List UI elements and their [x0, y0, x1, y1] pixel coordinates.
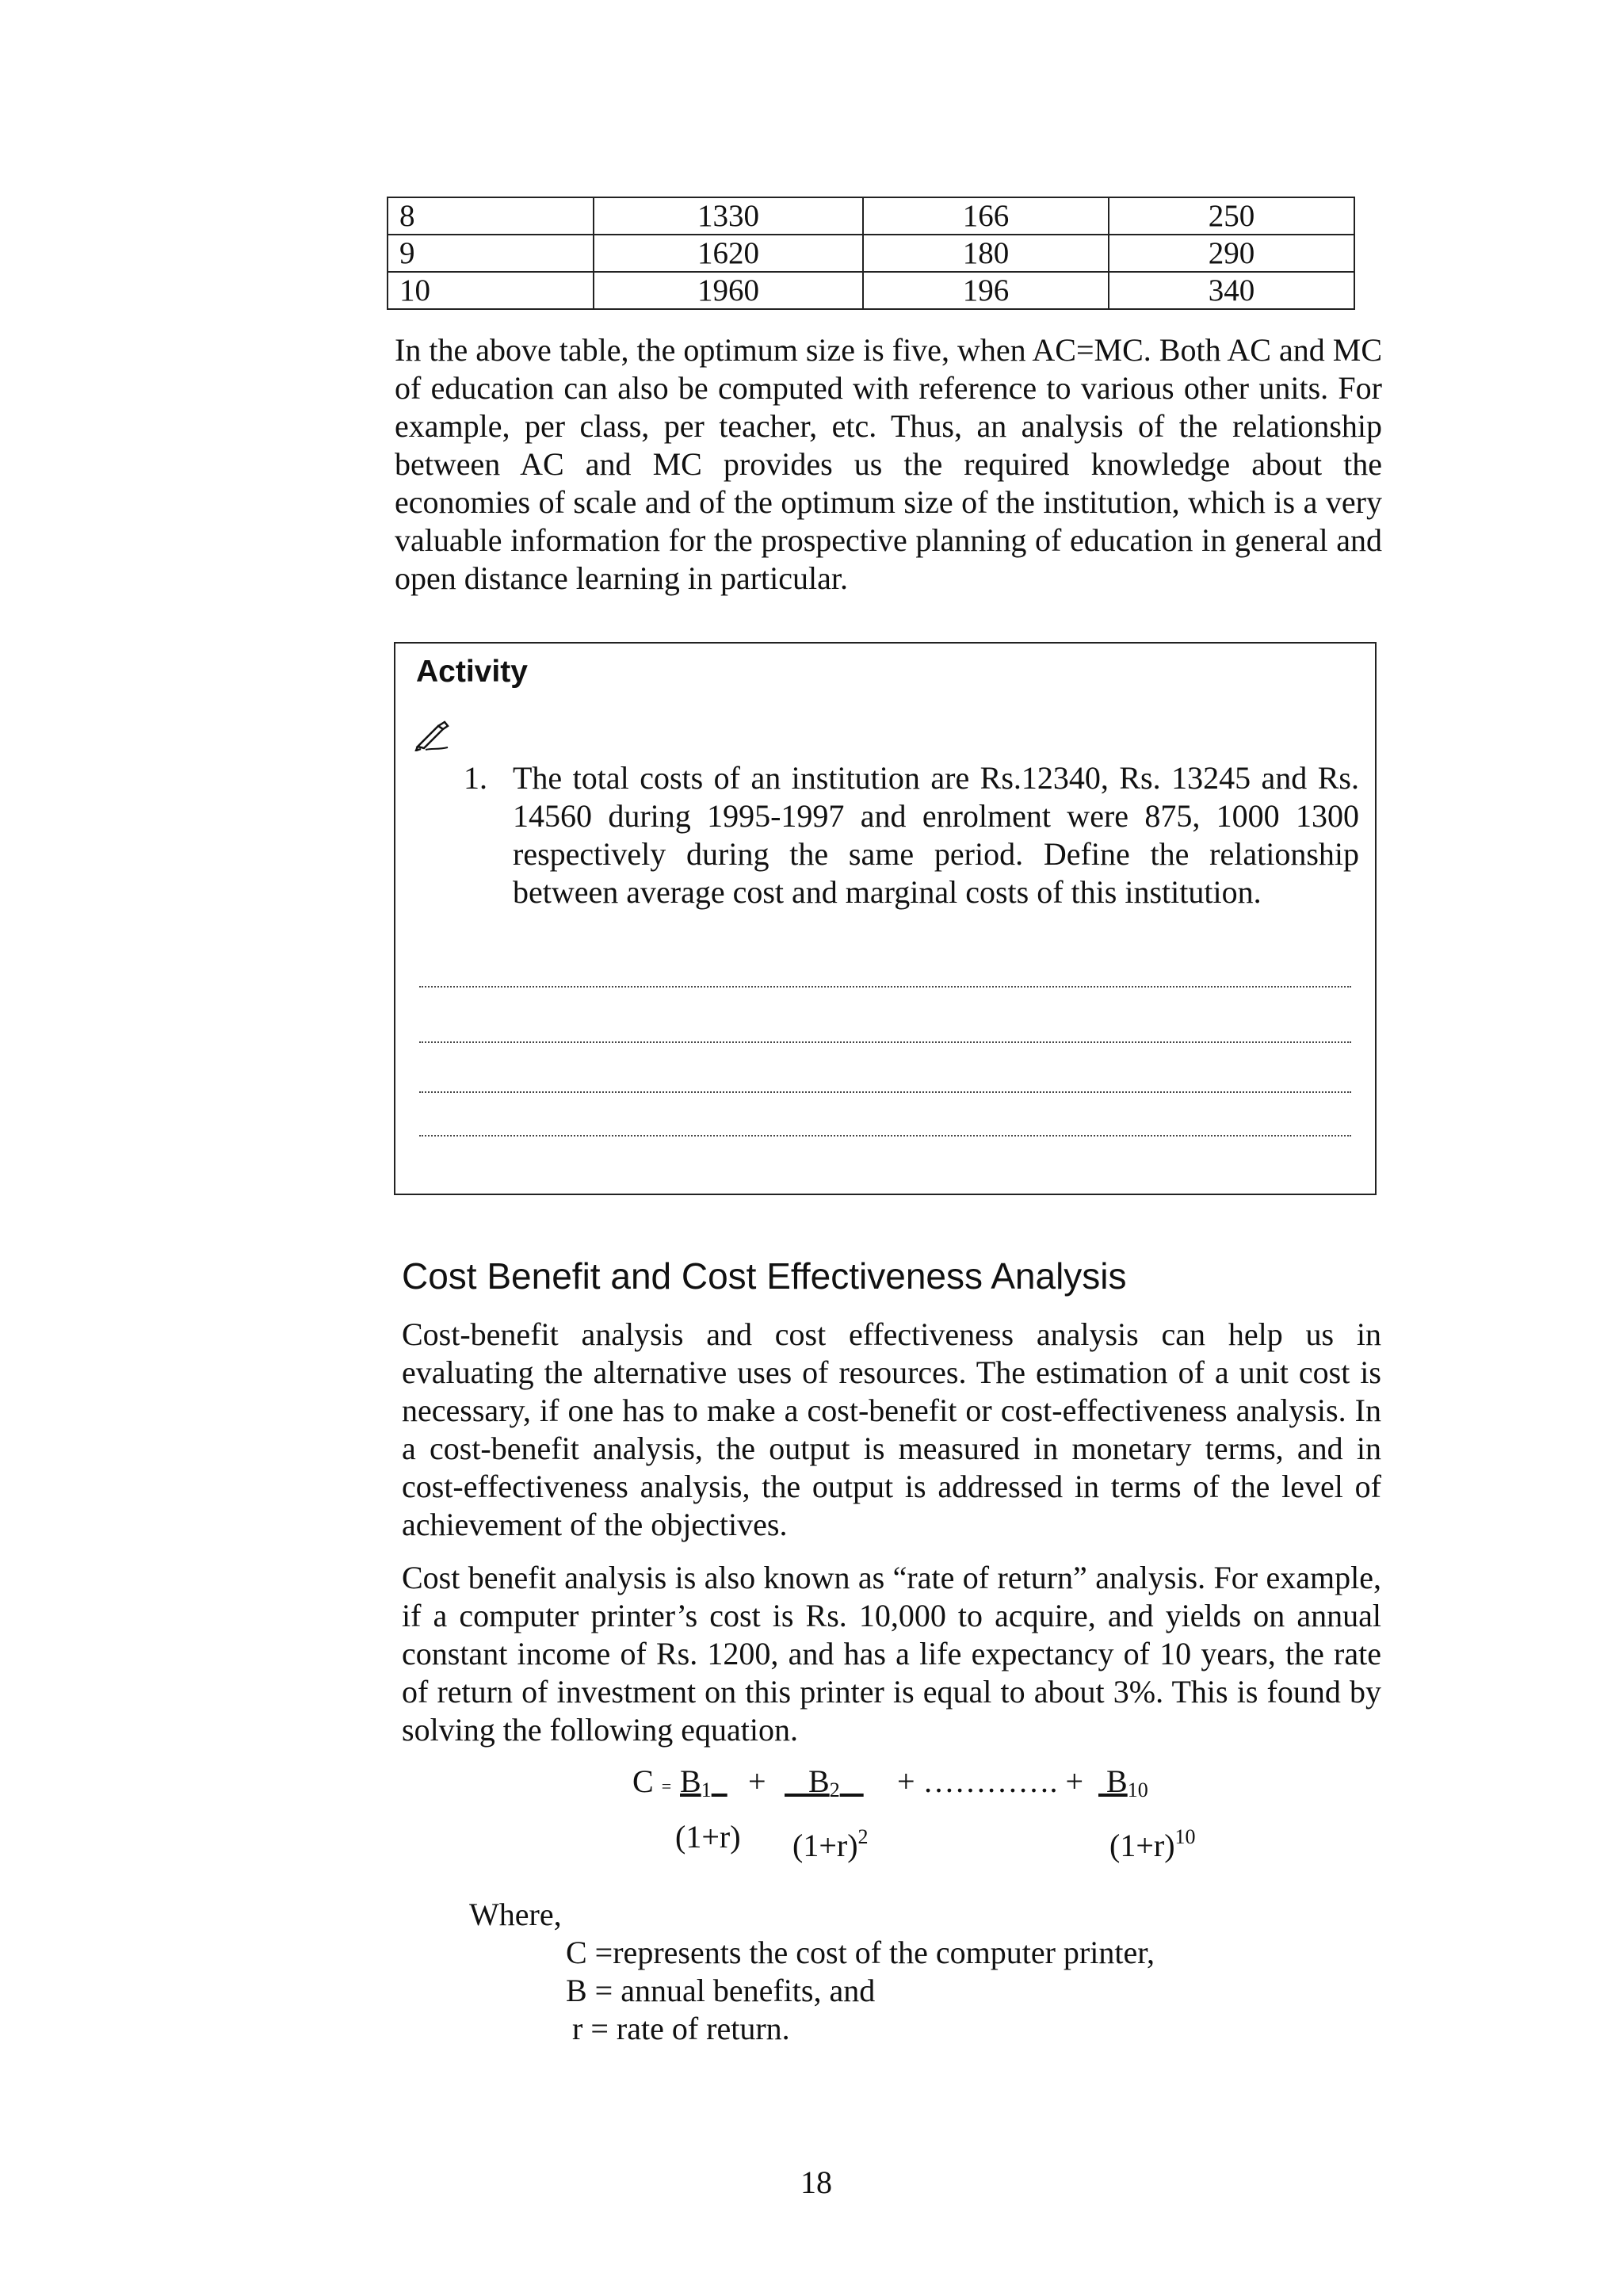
equation-term-10: $B_{10}$ [1106, 1763, 1148, 1801]
table-cell: 1960 [594, 272, 863, 309]
section-heading: Cost Benefit and Cost Effectiveness Analysis [402, 1255, 1127, 1297]
cost-table [387, 197, 1355, 310]
activity-item-number: 1. [464, 760, 487, 796]
table-cell: 250 [1109, 197, 1354, 235]
table-cell: 10 [388, 272, 594, 309]
paragraph-cost-benefit: Cost-benefit analysis and cost effectiveness analysis can help us in evaluating the alternative uses of resources. The estimation of a unit cost is necessary, if one has to make a cost-benefit or cost-effectiveness analysis. In a cost-benefit analysis, the output is measured in monetary terms, and in cost-effectiveness analysis, the output is addressed in terms of the level of achievement of the objectives. [402, 1316, 1381, 1542]
writing-hand-icon [414, 720, 451, 751]
equation-ellipsis: + …………. + [897, 1763, 1084, 1799]
answer-line[interactable] [419, 986, 1351, 988]
table-cell: 196 [863, 272, 1109, 309]
equation-term-1: $B_1$ [680, 1763, 712, 1801]
answer-line[interactable] [419, 1091, 1351, 1093]
answer-line[interactable] [419, 1041, 1351, 1043]
table-cell: 340 [1109, 272, 1354, 309]
table-cell: 180 [863, 235, 1109, 272]
table-cell: 1620 [594, 235, 863, 272]
table-cell: 290 [1109, 235, 1354, 272]
table-cell: 1330 [594, 197, 863, 235]
equation-denominator-10: $(1+r)^{10}$ [1109, 1825, 1196, 1863]
cost-table-body [388, 197, 1354, 309]
page-number: 18 [800, 2164, 832, 2200]
equation-lhs: C = [632, 1763, 672, 1799]
equation-denominator-2: $(1+r)^2$ [792, 1825, 869, 1863]
activity-item-text: The total costs of an institution are Rs.12340, Rs. 13245 and Rs. 14560 during 1995-1997 and enrolment were 875, 1000 1300 respectively during the same period. Define the relationship between average cost and marginal costs of this institution. [513, 760, 1359, 910]
equation-plus: + [748, 1763, 766, 1799]
definition-c: C =represents the cost of the computer printer, [566, 1935, 1155, 1970]
table-cell: 9 [388, 235, 594, 272]
paragraph-optimum-size: In the above table, the optimum size is five, when AC=MC. Both AC and MC of education can also be computed with reference to various other units. For example, per class, per teacher, etc. Thus, an analysis of the relationship between AC and MC provides us the required knowledge about the economies of scale and of the optimum size of the institution, which is a very valuable information for the prospective planning of education in general and open distance learning in particular. [395, 332, 1382, 596]
table-row [388, 197, 1354, 235]
table-row [388, 272, 1354, 309]
where-label: Where, [469, 1897, 562, 1932]
equation-term-2: $B_2$ [808, 1763, 840, 1801]
activity-box [394, 642, 1377, 1195]
table-cell: 166 [863, 197, 1109, 235]
activity-title: Activity [416, 655, 528, 689]
definition-r: r = rate of return. [572, 2011, 790, 2046]
definition-b: B = annual benefits, and [566, 1973, 876, 2008]
paragraph-rate-of-return: Cost benefit analysis is also known as “rate of return” analysis. For example, if a computer printer’s cost is Rs. 10,000 to acquire, and yields on annual constant income of Rs. 1200, and has a life expectancy of 10 years, the rate of return of investment on this printer is equal to about 3%. This is found by solving the following equation. [402, 1560, 1381, 1748]
table-row [388, 235, 1354, 272]
answer-line[interactable] [419, 1135, 1351, 1137]
table-cell: 8 [388, 197, 594, 235]
equation-denominator-1: (1+r) [675, 1819, 741, 1855]
